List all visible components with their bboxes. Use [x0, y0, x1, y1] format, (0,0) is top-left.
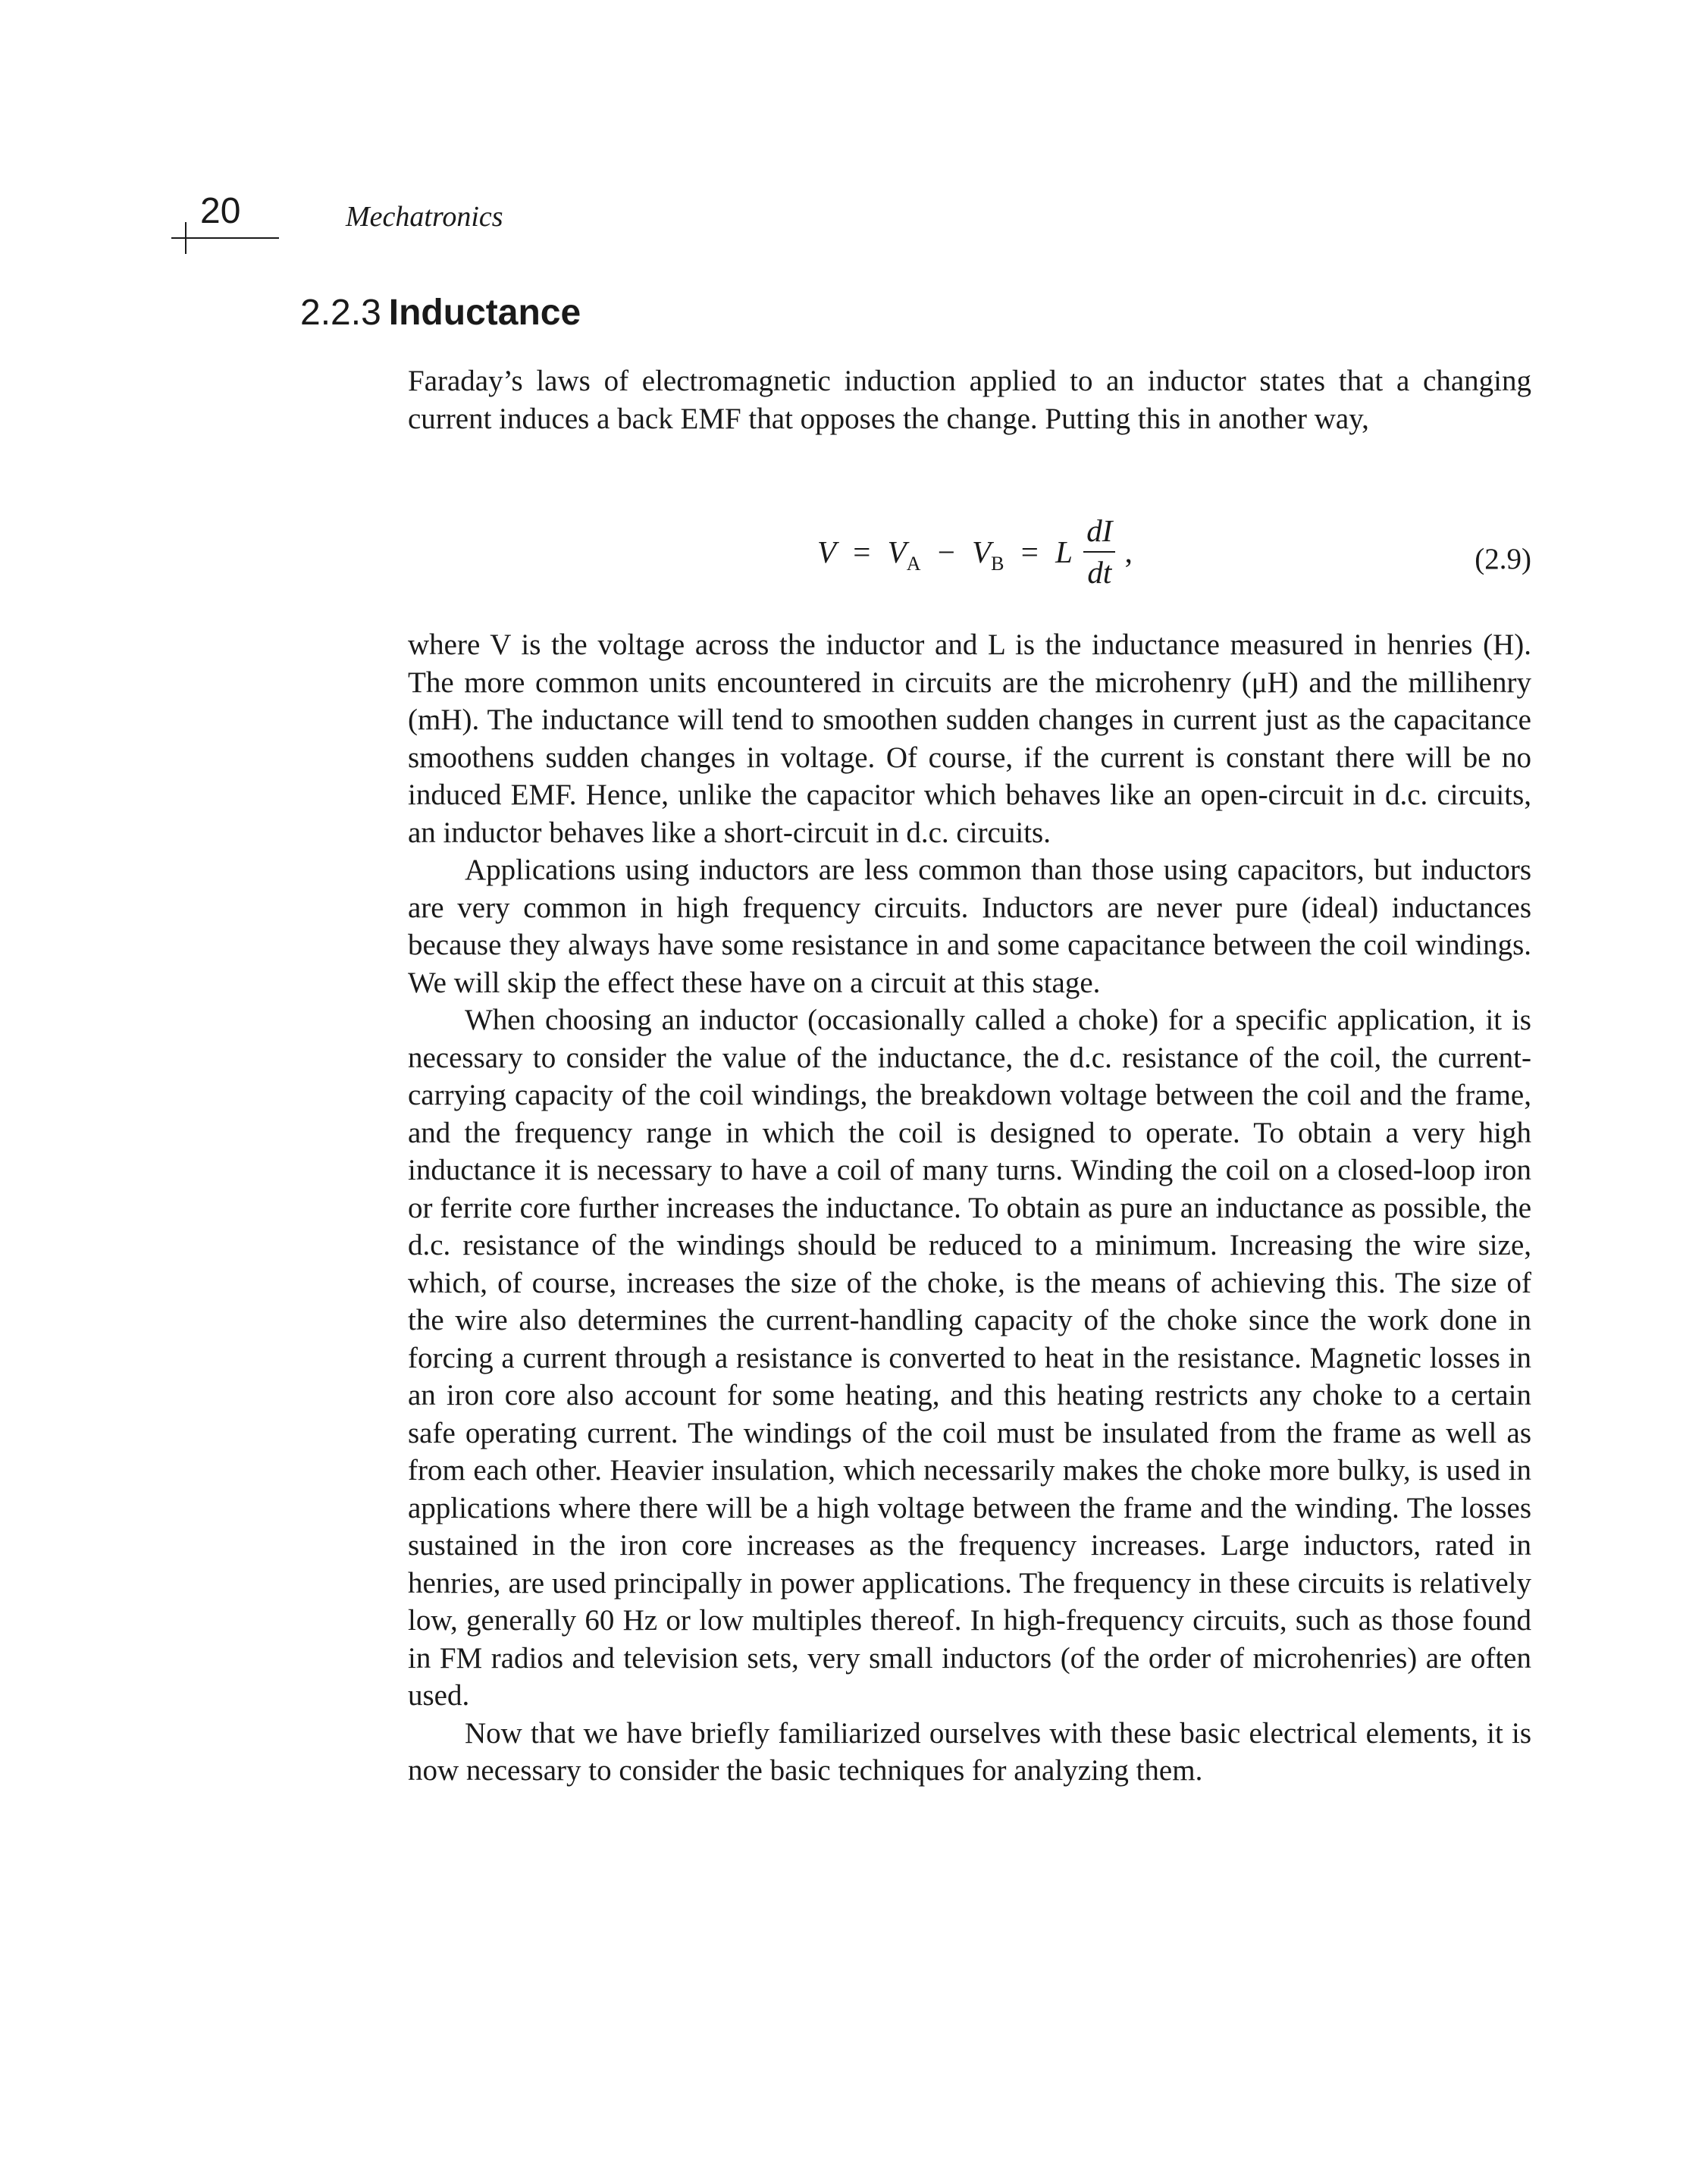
- eq-minus: −: [937, 534, 955, 569]
- section-number: 2.2.3: [300, 293, 381, 333]
- section-heading: [300, 291, 581, 335]
- eq-vb-sub: B: [991, 552, 1004, 575]
- eq-va: [887, 534, 921, 575]
- paragraph-applications: Applications using inductors are less common than those using capacitors, but inductors are very common in high frequency circuits. Inductors are never pure (ideal) inductances because they always have some resistance in and some capacitance between the coil windings. We will skip the effect these have on a circuit at this stage.: [408, 854, 1531, 999]
- paragraph-conclusion: Now that we have briefly familiarized ourselves with these basic electrical elements, it is now necessary to consider the basic techniques for analyzing them.: [408, 1716, 1531, 1787]
- eq-lhs: V: [817, 534, 837, 569]
- eq-numerator: dI: [1083, 515, 1115, 553]
- eq-equals-1: =: [853, 534, 871, 569]
- eq-comma: ,: [1124, 534, 1133, 569]
- body-text-block: [408, 626, 1531, 1790]
- eq-va-main: V: [887, 534, 907, 569]
- eq-fraction: [1083, 515, 1115, 588]
- eq-coefficient: L: [1055, 534, 1073, 569]
- equation-2-9: [408, 502, 1531, 608]
- header-rule: [171, 237, 279, 239]
- section-title: Inductance: [388, 293, 581, 333]
- intro-text-block: [408, 362, 1531, 437]
- paragraph-choosing: When choosing an inductor (occasionally called a choke) for a specific application, it is necessary to consider the value of the inductance, the d.c. resistance of the coil, the current-carrying capacity of the coil windings, the breakdown voltage between the coil and the frame, and the frequency range in which the coil is designed to operate. To obtain a very high inductance it is necessary to have a coil of many turns. Winding the coil on a closed-loop iron or ferrite core further increases the inductance. To obtain as pure an inductance as possible, the d.c. resistance of the windings should be reduced to a minimum. Increasing the wire size, which, of course, increases the size of the choke, is the means of achieving this. The size of the wire also determines the current-handling capacity of the choke since the work done in forcing a current through a resistance is converted to heat in the resistance. Magnetic losses in an iron core also account for some heating, and this heating restricts any choke to a certain safe operating current. The windings of the coil must be insulated from the frame as well as from each other. Heavier insulation, which necessarily makes the choke more bulky, is used in applications where there will be a high voltage between the frame and the winding. The losses sustained in the iron core increases as the frequency increases. Large inductors, rated in henries, are used principally in power applications. The frequency in these circuits is relatively low, generally 60 Hz or low multiples thereof. In high-frequency circuits, such as those found in FM radios and television sets, very small inductors (of the order of microhenries) are often used.: [408, 1004, 1531, 1712]
- eq-vb: [972, 534, 1004, 575]
- equation-number: (2.9): [1475, 543, 1531, 575]
- page-number: 20: [200, 191, 241, 231]
- eq-denominator: dt: [1087, 555, 1112, 590]
- eq-vb-main: V: [972, 534, 992, 569]
- intro-paragraph: Faraday’s laws of electromagnetic induction applied to an inductor states that a changing current induces a back EMF that opposes the change. Putting this in another way,: [408, 365, 1531, 435]
- eq-equals-2: =: [1020, 534, 1039, 569]
- inductance-equation: [817, 515, 1133, 588]
- eq-va-sub: A: [906, 552, 921, 575]
- paragraph-where: where V is the voltage across the inductor and L is the inductance measured in henries (H). The more common units encountered in circuits are the microhenry (μH) and the millihenry (mH). The inductance will tend to smoothen sudden changes in current just as the capacitance smoothens sudden changes in voltage. Of course, if the current is constant there will be no induced EMF. Hence, unlike the capacitor which behaves like an open-circuit in d.c. circuits, an inductor behaves like a short-circuit in d.c. circuits.: [408, 628, 1531, 849]
- page-header: [168, 193, 775, 262]
- running-title: Mechatronics: [346, 201, 503, 233]
